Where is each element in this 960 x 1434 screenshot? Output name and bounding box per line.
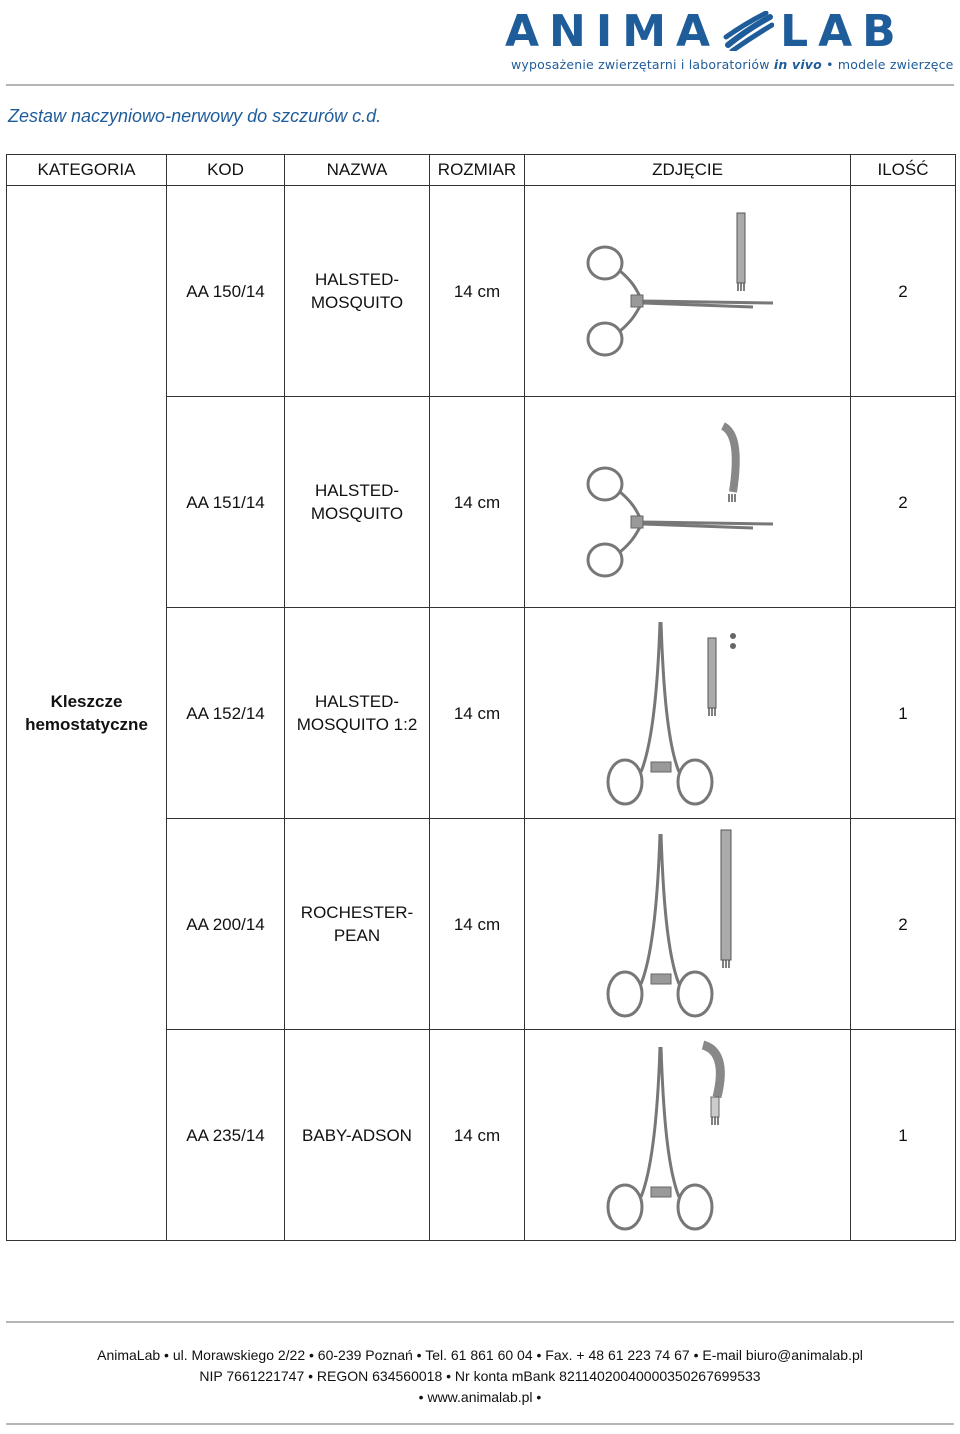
column-header-code: KOD (167, 155, 285, 186)
size-cell: 14 cm (430, 1030, 525, 1241)
photo-cell (525, 608, 851, 819)
quantity-cell: 1 (851, 608, 956, 819)
footer-divider-top (6, 1321, 954, 1323)
column-header-name: NAZWA (285, 155, 430, 186)
quantity-cell: 1 (851, 1030, 956, 1241)
size-cell: 14 cm (430, 819, 525, 1030)
column-header-photo: ZDJĘCIE (525, 155, 851, 186)
code-cell: AA 150/14 (167, 186, 285, 397)
logo-swoosh-icon (722, 11, 774, 51)
quantity-cell: 2 (851, 819, 956, 1030)
footer-divider-bottom (6, 1423, 954, 1425)
baby-adson-forceps-icon (603, 1035, 773, 1235)
animalab-logo (505, 5, 954, 72)
size-cell: 14 cm (430, 608, 525, 819)
code-cell: AA 200/14 (167, 819, 285, 1030)
category-cell: Kleszcze hemostatyczne (7, 186, 167, 1241)
name-cell: HALSTED- MOSQUITO 1:2 (285, 608, 430, 819)
instrument-table (6, 154, 956, 1241)
quantity-cell: 2 (851, 397, 956, 608)
code-cell: AA 152/14 (167, 608, 285, 819)
page-title: Zestaw naczyniowo-nerwowy do szczurów c.d. (8, 106, 382, 126)
quantity-cell: 2 (851, 186, 956, 397)
table-row (7, 186, 956, 397)
name-cell: ROCHESTER- PEAN (285, 819, 430, 1030)
logo-tagline: wyposażenie zwierzętarni i laboratoriów in vivo • modele zwierzęce (511, 57, 954, 72)
size-cell: 14 cm (430, 397, 525, 608)
photo-cell (525, 819, 851, 1030)
logo-left-text: ANIMA (505, 5, 721, 57)
footer (0, 1345, 960, 1408)
table-header-row (7, 155, 956, 186)
photo-cell (525, 186, 851, 397)
rochester-pean-forceps-icon (603, 824, 773, 1024)
header-divider (6, 84, 954, 86)
photo-cell (525, 397, 851, 608)
column-header-quantity: ILOŚĆ (851, 155, 956, 186)
name-cell: HALSTED- MOSQUITO (285, 186, 430, 397)
size-cell: 14 cm (430, 186, 525, 397)
curved-mosquito-forceps-icon (573, 422, 803, 582)
photo-cell (525, 1030, 851, 1241)
footer-address: AnimaLab • ul. Morawskiego 2/22 • 60-239 Poznań • Tel. 61 861 60 04 • Fax. + 48 61 223 74 67 • E-mail biuro@animalab.pl (97, 1347, 863, 1363)
column-header-category: KATEGORIA (7, 155, 167, 186)
code-cell: AA 151/14 (167, 397, 285, 608)
logo-right-text: LAB (780, 5, 906, 57)
name-cell: HALSTED- MOSQUITO (285, 397, 430, 608)
footer-website: • www.animalab.pl • (418, 1389, 542, 1405)
toothed-mosquito-forceps-icon (603, 618, 773, 808)
code-cell: AA 235/14 (167, 1030, 285, 1241)
column-header-size: ROZMIAR (430, 155, 525, 186)
name-cell: BABY-ADSON (285, 1030, 430, 1241)
footer-registration: NIP 7661221747 • REGON 634560018 • Nr konta mBank 82114020040000350267699533 (199, 1368, 761, 1384)
straight-mosquito-forceps-icon (573, 211, 803, 371)
logo-wordmark (505, 5, 906, 57)
